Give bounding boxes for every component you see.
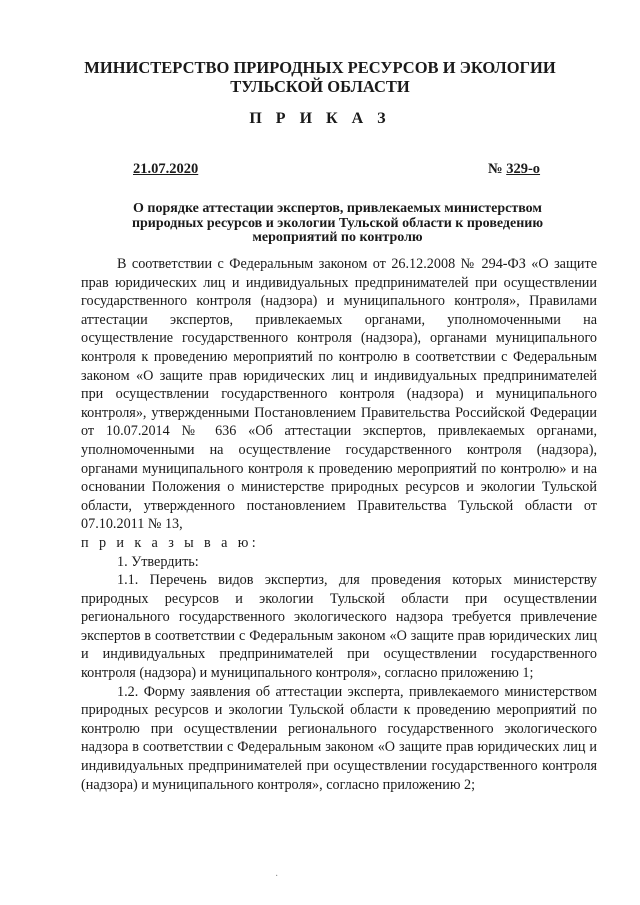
item-1-1: 1.1. Перечень видов экспертиз, для проведения которых министерству природных ресурсов и экологии Тульской области при осуществлении регионального государственного экологического надзора требуется привлечение экспертов в соответствии с Федеральным законом «О защите прав юридических лиц и индивидуальных предпринимателей при осуществлении государственного контроля (надзора) и муниципального контроля», согласно приложению 1; [81, 572, 597, 682]
order-title: П Р И К А З [249, 110, 391, 127]
order-number-label: № [488, 161, 503, 177]
order-subject-line2: природных ресурсов и экологии Тульской области к проведению [131, 215, 544, 231]
order-body [81, 255, 597, 794]
item-1-2: 1.2. Форму заявления об аттестации эксперта, привлекаемого министерством природных ресурсов и экологии Тульской области к проведению мероприятий по контролю при осуществлении регионального государственного экологического надзора в соответствии с Федеральным законом «О защите прав юридических лиц и индивидуальных предпринимателей при осуществлении государственного контроля (надзора) и муниципального контроля», согласно приложению 2; [81, 683, 597, 793]
order-number [488, 160, 540, 179]
order-number-value: 329-о [506, 161, 541, 177]
ministry-header-line1: МИНИСТЕРСТВО ПРИРОДНЫХ РЕСУРСОВ И ЭКОЛОГИИ [84, 58, 556, 77]
order-subject-line3: мероприятий по контролю [252, 230, 423, 245]
order-subject-line1: О порядке аттестации экспертов, привлекаемых министерством [133, 201, 542, 216]
order-word: п р и к а з ы в а ю: [81, 534, 260, 551]
ministry-header-line2: ТУЛЬСКОЙ ОБЛАСТИ [230, 77, 410, 96]
order-subject [95, 202, 580, 246]
preamble-paragraph: В соответствии с Федеральным законом от 26.12.2008 № 294-ФЗ «О защите прав юридических лиц и индивидуальных предпринимателей при осуществлении государственного контроля (надзора) и муниципального контроля», Правилами аттестации экспертов, привлекаемых органами, уполномоченными на осуществление государственного контроля (надзора), органами муниципального контроля к проведению мероприятий по контролю в соответствии с Федеральным законом «О защите прав юридических лиц и индивидуальных предпринимателей при осуществлении государственного контроля (надзора) и муниципального контроля», утвержденными Постановлением Правительства Российской Федерации от 10.07.2014 № 636 «Об аттестации экспертов, привлекаемых органами, уполномоченными на осуществление государственного контроля (надзора), органами муниципального контроля к проведению мероприятий по контролю» и на основании Положения о министерстве природных ресурсов и экологии Тульской области, утвержденного постановлением Правительства Тульской области от 07.10.2011 № 13, [81, 256, 597, 533]
ministry-header [0, 58, 640, 96]
item-1: 1. Утвердить: [117, 553, 199, 570]
scan-mark: · [275, 871, 279, 882]
order-date: 21.07.2020 [133, 161, 199, 177]
